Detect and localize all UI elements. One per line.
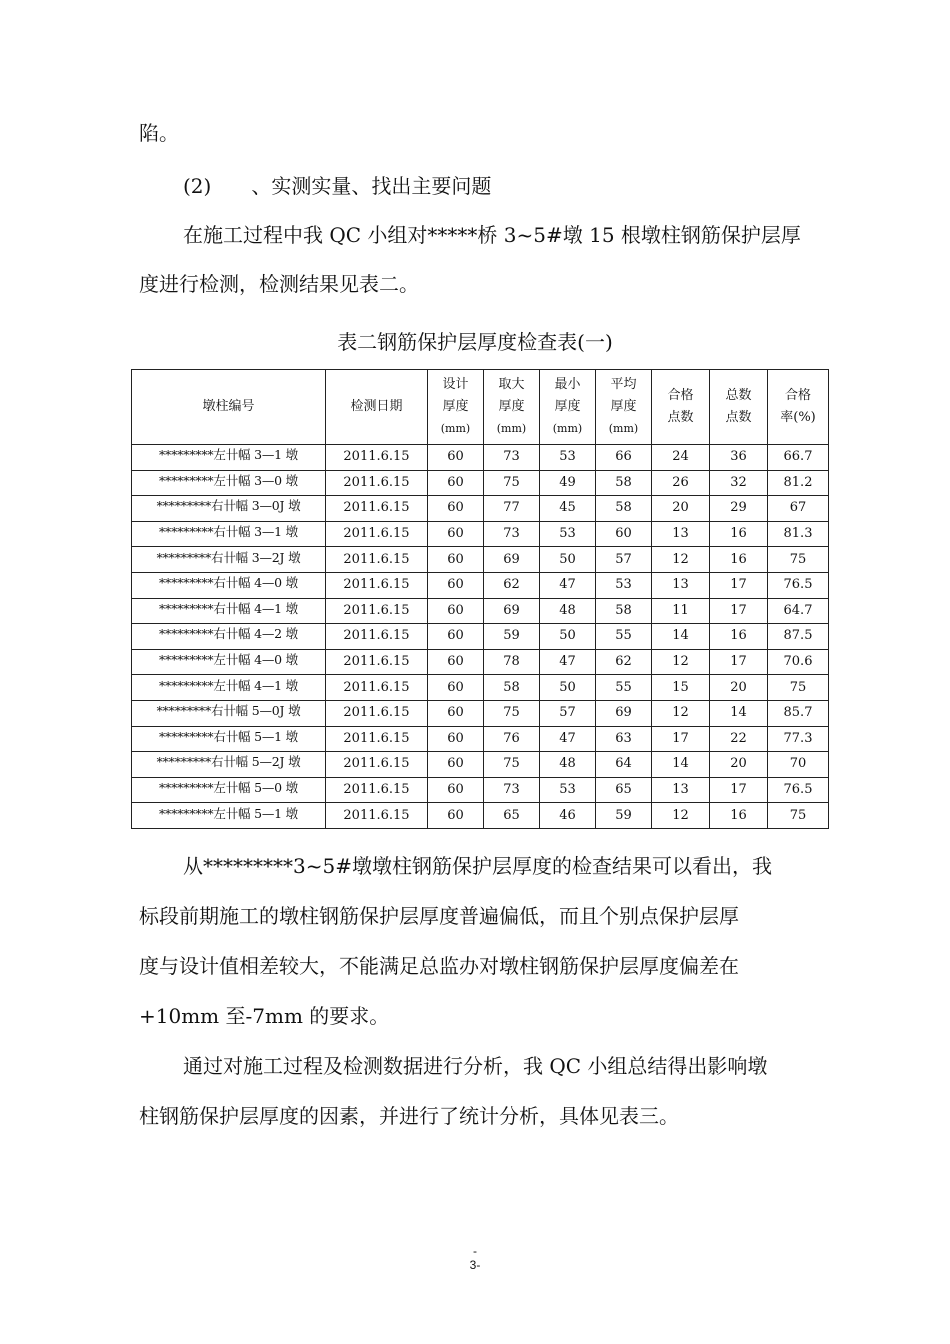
cell-min: 53 (540, 445, 596, 471)
page-number: - 3- (469, 1244, 481, 1272)
cell-avg: 58 (596, 470, 652, 496)
cell-min: 57 (540, 700, 596, 726)
cell-avg: 57 (596, 547, 652, 573)
cell-design: 60 (428, 752, 484, 778)
cell-qualified: 20 (652, 496, 710, 522)
cell-pier-id: *********右卄幅 5—2J 墩 (132, 752, 326, 778)
cell-rate: 64.7 (768, 598, 829, 624)
cell-design: 60 (428, 598, 484, 624)
cell-min: 49 (540, 470, 596, 496)
cell-avg: 62 (596, 649, 652, 675)
cell-min: 50 (540, 624, 596, 650)
cell-total: 17 (710, 598, 768, 624)
cell-qualified: 11 (652, 598, 710, 624)
cell-pier-id: *********右卄幅 3—2J 墩 (132, 547, 326, 573)
cell-max: 62 (484, 572, 540, 598)
header-inspection-date: 检测日期 (326, 370, 428, 445)
cell-total: 29 (710, 496, 768, 522)
cell-date: 2011.6.15 (326, 675, 428, 701)
conclusion-line-4: +10mm 至-7mm 的要求。 (139, 1004, 390, 1028)
cell-rate: 85.7 (768, 700, 829, 726)
cell-rate: 66.7 (768, 445, 829, 471)
header-total-points: 总数 点数 (710, 370, 768, 445)
cell-design: 60 (428, 624, 484, 650)
cell-qualified: 24 (652, 445, 710, 471)
table-row (132, 547, 829, 573)
cell-rate: 67 (768, 496, 829, 522)
cell-pier-id: *********右卄幅 3—0J 墩 (132, 496, 326, 522)
cell-qualified: 17 (652, 726, 710, 752)
cell-date: 2011.6.15 (326, 777, 428, 803)
cell-avg: 53 (596, 572, 652, 598)
cell-date: 2011.6.15 (326, 752, 428, 778)
table-row (132, 777, 829, 803)
cell-max: 65 (484, 803, 540, 829)
cell-avg: 64 (596, 752, 652, 778)
table-row (132, 445, 829, 471)
cell-date: 2011.6.15 (326, 470, 428, 496)
analysis-line-1: 通过对施工过程及检测数据进行分析，我 QC 小组总结得出影响墩 (183, 1054, 768, 1078)
table-row (132, 803, 829, 829)
cell-date: 2011.6.15 (326, 572, 428, 598)
cell-rate: 75 (768, 803, 829, 829)
cell-total: 16 (710, 624, 768, 650)
cell-rate: 75 (768, 675, 829, 701)
header-qualified-points: 合格 点数 (652, 370, 710, 445)
cell-qualified: 14 (652, 752, 710, 778)
cell-max: 58 (484, 675, 540, 701)
cell-min: 47 (540, 726, 596, 752)
cell-avg: 65 (596, 777, 652, 803)
cell-pier-id: *********左卄幅 3—0 墩 (132, 470, 326, 496)
header-max-thickness: 取大 厚度 (mm) (484, 370, 540, 445)
conclusion-line-3: 度与设计值相差较大，不能满足总监办对墩柱钢筋保护层厚度偏差在 (139, 954, 739, 978)
table-header-row (132, 370, 829, 445)
cell-date: 2011.6.15 (326, 547, 428, 573)
cell-total: 20 (710, 675, 768, 701)
cell-design: 60 (428, 777, 484, 803)
cell-max: 75 (484, 700, 540, 726)
cell-total: 16 (710, 521, 768, 547)
cell-date: 2011.6.15 (326, 624, 428, 650)
header-min-thickness: 最小 厚度 (mm) (540, 370, 596, 445)
cell-design: 60 (428, 700, 484, 726)
header-pass-rate: 合格 率(%) (768, 370, 829, 445)
cell-total: 22 (710, 726, 768, 752)
table-row (132, 572, 829, 598)
cell-min: 48 (540, 752, 596, 778)
cell-rate: 81.3 (768, 521, 829, 547)
cell-total: 16 (710, 803, 768, 829)
cell-avg: 60 (596, 521, 652, 547)
cell-avg: 69 (596, 700, 652, 726)
cell-total: 16 (710, 547, 768, 573)
cell-pier-id: *********右卄幅 5—1 墩 (132, 726, 326, 752)
header-avg-thickness: 平均 厚度 (mm) (596, 370, 652, 445)
cell-avg: 63 (596, 726, 652, 752)
section-heading (183, 173, 491, 199)
cell-design: 60 (428, 726, 484, 752)
section-number: (2) (183, 174, 212, 198)
cell-date: 2011.6.15 (326, 803, 428, 829)
cell-qualified: 13 (652, 521, 710, 547)
paragraph-continuation: 陷。 (139, 121, 179, 145)
cell-pier-id: *********右卄幅 3—1 墩 (132, 521, 326, 547)
cell-pier-id: *********左卄幅 5—1 墩 (132, 803, 326, 829)
cell-qualified: 13 (652, 777, 710, 803)
cell-min: 46 (540, 803, 596, 829)
cell-date: 2011.6.15 (326, 700, 428, 726)
conclusion-line-2: 标段前期施工的墩柱钢筋保护层厚度普遍偏低，而且个别点保护层厚 (139, 904, 739, 928)
cell-total: 20 (710, 752, 768, 778)
cell-max: 59 (484, 624, 540, 650)
cell-min: 45 (540, 496, 596, 522)
cell-total: 36 (710, 445, 768, 471)
cell-qualified: 12 (652, 547, 710, 573)
cell-pier-id: *********右卄幅 4—1 墩 (132, 598, 326, 624)
cell-max: 77 (484, 496, 540, 522)
cell-design: 60 (428, 496, 484, 522)
cell-qualified: 12 (652, 700, 710, 726)
cell-avg: 55 (596, 675, 652, 701)
cell-total: 17 (710, 649, 768, 675)
cell-rate: 70.6 (768, 649, 829, 675)
table-row (132, 752, 829, 778)
cell-max: 73 (484, 445, 540, 471)
cell-pier-id: *********左卄幅 4—1 墩 (132, 675, 326, 701)
cell-max: 75 (484, 470, 540, 496)
cell-date: 2011.6.15 (326, 649, 428, 675)
conclusion-line-1: 从*********3~5#墩墩柱钢筋保护层厚度的检查结果可以看出，我 (183, 854, 772, 878)
cell-qualified: 26 (652, 470, 710, 496)
cell-total: 17 (710, 777, 768, 803)
cell-max: 69 (484, 598, 540, 624)
cell-design: 60 (428, 547, 484, 573)
table-row (132, 624, 829, 650)
table-row (132, 496, 829, 522)
cell-pier-id: *********右卄幅 4—0 墩 (132, 572, 326, 598)
cell-date: 2011.6.15 (326, 445, 428, 471)
cell-avg: 58 (596, 598, 652, 624)
table-title: 表二钢筋保护层厚度检查表(一) (337, 330, 613, 354)
table-row (132, 675, 829, 701)
cell-avg: 58 (596, 496, 652, 522)
intro-line-1: 在施工过程中我 QC 小组对*****桥 3~5#墩 15 根墩柱钢筋保护层厚 (183, 223, 801, 247)
cell-pier-id: *********左卄幅 5—0 墩 (132, 777, 326, 803)
cell-avg: 66 (596, 445, 652, 471)
cell-pier-id: *********左卄幅 4—0 墩 (132, 649, 326, 675)
cell-rate: 70 (768, 752, 829, 778)
cell-avg: 55 (596, 624, 652, 650)
table-row (132, 649, 829, 675)
cell-rate: 76.5 (768, 777, 829, 803)
cell-rate: 76.5 (768, 572, 829, 598)
cell-design: 60 (428, 675, 484, 701)
intro-line-2: 度进行检测，检测结果见表二。 (139, 272, 419, 296)
cell-max: 73 (484, 521, 540, 547)
cell-pier-id: *********左卄幅 3—1 墩 (132, 445, 326, 471)
cell-date: 2011.6.15 (326, 521, 428, 547)
cell-qualified: 12 (652, 803, 710, 829)
cell-qualified: 14 (652, 624, 710, 650)
section-title: 、实测实量、找出主要问题 (251, 174, 492, 198)
table-row (132, 470, 829, 496)
table-row (132, 598, 829, 624)
table-row (132, 726, 829, 752)
cell-design: 60 (428, 572, 484, 598)
cell-avg: 59 (596, 803, 652, 829)
cell-total: 32 (710, 470, 768, 496)
cell-max: 75 (484, 752, 540, 778)
inspection-table (131, 369, 829, 829)
header-pier-id: 墩柱编号 (132, 370, 326, 445)
cell-total: 17 (710, 572, 768, 598)
cell-date: 2011.6.15 (326, 726, 428, 752)
cell-design: 60 (428, 445, 484, 471)
header-design-thickness: 设计 厚度 (mm) (428, 370, 484, 445)
cell-rate: 87.5 (768, 624, 829, 650)
cell-min: 48 (540, 598, 596, 624)
cell-total: 14 (710, 700, 768, 726)
cell-date: 2011.6.15 (326, 598, 428, 624)
cell-date: 2011.6.15 (326, 496, 428, 522)
cell-pier-id: *********右卄幅 4—2 墩 (132, 624, 326, 650)
cell-design: 60 (428, 470, 484, 496)
cell-min: 50 (540, 675, 596, 701)
cell-rate: 81.2 (768, 470, 829, 496)
analysis-line-2: 柱钢筋保护层厚度的因素，并进行了统计分析，具体见表三。 (139, 1104, 679, 1128)
table-row (132, 521, 829, 547)
cell-min: 53 (540, 521, 596, 547)
cell-max: 76 (484, 726, 540, 752)
cell-design: 60 (428, 803, 484, 829)
cell-pier-id: *********右卄幅 5—0J 墩 (132, 700, 326, 726)
cell-rate: 77.3 (768, 726, 829, 752)
cell-qualified: 13 (652, 572, 710, 598)
cell-design: 60 (428, 649, 484, 675)
cell-min: 50 (540, 547, 596, 573)
cell-max: 69 (484, 547, 540, 573)
cell-min: 53 (540, 777, 596, 803)
cell-max: 78 (484, 649, 540, 675)
cell-qualified: 12 (652, 649, 710, 675)
table-row (132, 700, 829, 726)
cell-min: 47 (540, 572, 596, 598)
cell-min: 47 (540, 649, 596, 675)
cell-design: 60 (428, 521, 484, 547)
cell-max: 73 (484, 777, 540, 803)
cell-qualified: 15 (652, 675, 710, 701)
cell-rate: 75 (768, 547, 829, 573)
